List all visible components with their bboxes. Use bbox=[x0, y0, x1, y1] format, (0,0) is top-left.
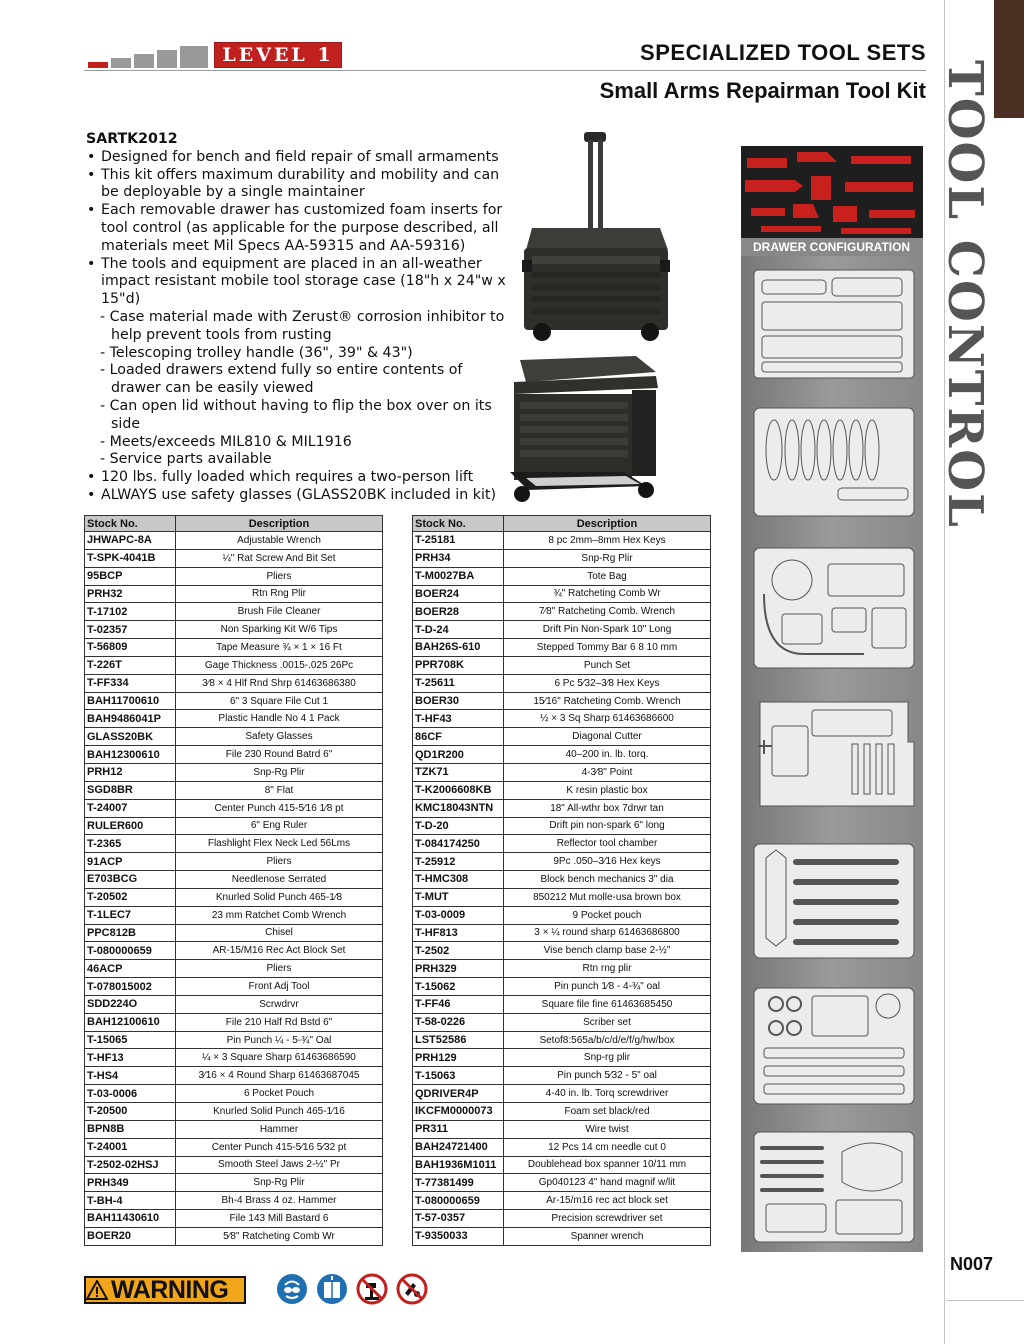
table-row bbox=[413, 1031, 711, 1049]
table-row bbox=[413, 871, 711, 889]
stock-number-cell: T-078015002 bbox=[85, 978, 176, 996]
drawer-3-layout bbox=[752, 544, 916, 672]
product-description bbox=[86, 131, 516, 505]
sub-bullet-item: - Telescoping trolley handle (36", 39" & 43") bbox=[100, 344, 413, 361]
table-row bbox=[85, 1031, 383, 1049]
description-cell: Needlenose Serrated bbox=[176, 871, 383, 889]
description-cell: 8 pc 2mm–8mm Hex Keys bbox=[504, 532, 711, 550]
no-hammering-icon bbox=[356, 1273, 388, 1305]
tool-list-table-left bbox=[84, 515, 383, 1246]
stock-number-cell: BOER28 bbox=[413, 603, 504, 621]
stock-number-cell: PPR708K bbox=[413, 656, 504, 674]
stock-number-cell: SDD224O bbox=[85, 995, 176, 1013]
table-row bbox=[413, 532, 711, 550]
table-row bbox=[413, 746, 711, 764]
stock-number-cell: T-SPK-4041B bbox=[85, 549, 176, 567]
bullet-item: • This kit offers maximum durability and mobility and can be deployable by a single maintainer bbox=[86, 167, 516, 203]
table-row bbox=[85, 942, 383, 960]
stock-number-cell: T-25181 bbox=[413, 532, 504, 550]
drawer-5-layout bbox=[752, 838, 916, 964]
bullet-item: • The tools and equipment are placed in an all-weather impact resistant mobile tool storage case (18"h x 24"w x 15"d) bbox=[86, 256, 516, 309]
table-row bbox=[413, 1210, 711, 1228]
table-row bbox=[413, 835, 711, 853]
description-cell: 4-40 in. lb. Torq screwdriver bbox=[504, 1085, 711, 1103]
stock-number-cell: BAH9486041P bbox=[85, 710, 176, 728]
description-cell: Stepped Tommy Bar 6 8 10 mm bbox=[504, 639, 711, 657]
description-cell: Scriber set bbox=[504, 1013, 711, 1031]
description-cell: ¼ × 3 Square Sharp 61463686590 bbox=[176, 1049, 383, 1067]
description-cell: 6 Pocket Pouch bbox=[176, 1085, 383, 1103]
table-row bbox=[413, 978, 711, 996]
table-row bbox=[85, 1049, 383, 1067]
table-row bbox=[85, 603, 383, 621]
stock-number-cell: T-25611 bbox=[413, 674, 504, 692]
eye-protection-icon bbox=[276, 1273, 308, 1305]
description-cell: 9Pc .050–3⁄16 Hex keys bbox=[504, 853, 711, 871]
description-cell: ½ × 3 Sq Sharp 61463686600 bbox=[504, 710, 711, 728]
table-row bbox=[413, 1013, 711, 1031]
sub-bullet-item: - Case material made with Zerust® corrosion inhibitor to help prevent tools from rusting bbox=[100, 308, 505, 343]
description-cell: Drift Pin Non-Spark 10" Long bbox=[504, 621, 711, 639]
stock-number-cell: 86CF bbox=[413, 728, 504, 746]
stock-number-cell: T-25912 bbox=[413, 853, 504, 871]
description-cell: Square file fine 61463685450 bbox=[504, 995, 711, 1013]
stock-number-cell: T-9350033 bbox=[413, 1227, 504, 1245]
description-cell: Drift pin non-spark 6" long bbox=[504, 817, 711, 835]
description-cell: 4-3⁄8" Point bbox=[504, 763, 711, 781]
table-row bbox=[85, 1138, 383, 1156]
stock-number-cell: T-02357 bbox=[85, 621, 176, 639]
description-cell: Pliers bbox=[176, 567, 383, 585]
description-cell: Rtn rng plir bbox=[504, 960, 711, 978]
table-row bbox=[85, 674, 383, 692]
table-row bbox=[413, 1192, 711, 1210]
table-row bbox=[413, 1049, 711, 1067]
level-bars-graphic bbox=[88, 44, 210, 68]
stock-number-cell: SGD8BR bbox=[85, 781, 176, 799]
description-cell: Chisel bbox=[176, 924, 383, 942]
table-row bbox=[413, 1174, 711, 1192]
stock-number-cell: E703BCG bbox=[85, 871, 176, 889]
table-row bbox=[413, 1103, 711, 1121]
table-row bbox=[413, 1085, 711, 1103]
table-row bbox=[413, 906, 711, 924]
page-number: N007 bbox=[950, 1254, 994, 1274]
table-row bbox=[85, 995, 383, 1013]
table-row bbox=[413, 960, 711, 978]
stock-number-cell: T-084174250 bbox=[413, 835, 504, 853]
description-cell: Block bench mechanics 3" dia bbox=[504, 871, 711, 889]
table-row bbox=[413, 853, 711, 871]
stock-number-cell: T-080000659 bbox=[85, 942, 176, 960]
table-row bbox=[85, 746, 383, 764]
table-row bbox=[413, 728, 711, 746]
stock-number-cell: T-20500 bbox=[85, 1103, 176, 1121]
stock-number-cell: T-HF13 bbox=[85, 1049, 176, 1067]
drawer-foam-photo bbox=[741, 146, 923, 238]
description-cell: 15⁄16" Ratcheting Comb. Wrench bbox=[504, 692, 711, 710]
table-row bbox=[85, 853, 383, 871]
stock-number-cell: T-03-0006 bbox=[85, 1085, 176, 1103]
stock-number-cell: PRH12 bbox=[85, 763, 176, 781]
stock-number-cell: T-HMC308 bbox=[413, 871, 504, 889]
table-row bbox=[413, 1067, 711, 1085]
stock-number-cell: T-BH-4 bbox=[85, 1192, 176, 1210]
table-row bbox=[85, 1156, 383, 1174]
description-cell: 6" Eng Ruler bbox=[176, 817, 383, 835]
description-cell: 40–200 in. lb. torq. bbox=[504, 746, 711, 764]
description-cell: 6 Pc 5⁄32–3⁄8 Hex Keys bbox=[504, 674, 711, 692]
description-cell: Ar-15/m16 rec act block set bbox=[504, 1192, 711, 1210]
stock-number-cell: T-17102 bbox=[85, 603, 176, 621]
table-row bbox=[85, 656, 383, 674]
description-cell: Scrwdrvr bbox=[176, 995, 383, 1013]
stock-number-cell: JHWAPC-8A bbox=[85, 532, 176, 550]
table-row bbox=[413, 549, 711, 567]
warning-triangle-icon bbox=[86, 1280, 108, 1300]
stock-number-cell: T-24007 bbox=[85, 799, 176, 817]
table-row bbox=[413, 1138, 711, 1156]
description-cell: Front Adj Tool bbox=[176, 978, 383, 996]
description-cell: Bh-4 Brass 4 oz. Hammer bbox=[176, 1192, 383, 1210]
description-cell: Rtn Rng Plir bbox=[176, 585, 383, 603]
description-cell: Smooth Steel Jaws 2-½" Pr bbox=[176, 1156, 383, 1174]
description-cell: K resin plastic box bbox=[504, 781, 711, 799]
table-row bbox=[413, 781, 711, 799]
stock-number-cell: T-K2006608KB bbox=[413, 781, 504, 799]
stock-number-cell: T-HF813 bbox=[413, 924, 504, 942]
table-row bbox=[85, 888, 383, 906]
description-cell: Snp-Rg Plir bbox=[504, 549, 711, 567]
description-cell: Snp-rg plir bbox=[504, 1049, 711, 1067]
description-cell: Center Punch 415-5⁄16 1⁄8 pt bbox=[176, 799, 383, 817]
drawer-configuration-label: DRAWER CONFIGURATION bbox=[741, 238, 923, 256]
bullet-item: • Each removable drawer has customized foam inserts for tool control (as applicable for the purpose described, all materials meet Mil Specs AA-59315 and AA-59316) bbox=[86, 202, 516, 255]
stock-number-cell: T-20502 bbox=[85, 888, 176, 906]
stock-number-cell: T-58-0226 bbox=[413, 1013, 504, 1031]
stock-number-cell: BOER24 bbox=[413, 585, 504, 603]
table-row bbox=[85, 781, 383, 799]
sub-bullet-item: - Loaded drawers extend fully so entire contents of drawer can be easily viewed bbox=[100, 362, 463, 397]
description-cell: 8" Flat bbox=[176, 781, 383, 799]
no-striking-icon bbox=[396, 1273, 428, 1305]
description-cell: Gp040123 4" hand magnif w/lit bbox=[504, 1174, 711, 1192]
description-cell: Pliers bbox=[176, 960, 383, 978]
stock-number-cell: T-FF334 bbox=[85, 674, 176, 692]
stock-number-cell: BAH1936M1011 bbox=[413, 1156, 504, 1174]
stock-number-cell: BAH12300610 bbox=[85, 746, 176, 764]
description-cell: ¾" Ratcheting Comb Wr bbox=[504, 585, 711, 603]
description-cell: Snp-Rg Plir bbox=[176, 1174, 383, 1192]
description-cell: Brush File Cleaner bbox=[176, 603, 383, 621]
table-row bbox=[85, 799, 383, 817]
table-row bbox=[413, 817, 711, 835]
table-row bbox=[413, 799, 711, 817]
description-cell: 3⁄8 × 4 Hlf Rnd Shrp 61463686380 bbox=[176, 674, 383, 692]
description-cell: Knurled Solid Punch 465-1⁄8 bbox=[176, 888, 383, 906]
stock-number-cell: PPC812B bbox=[85, 924, 176, 942]
product-code: SARTK2012 bbox=[86, 131, 178, 147]
description-cell: Hammer bbox=[176, 1120, 383, 1138]
table-row bbox=[85, 763, 383, 781]
description-cell: 6" 3 Square File Cut 1 bbox=[176, 692, 383, 710]
table-header-row bbox=[85, 516, 383, 532]
description-cell: 850212 Mut molle-usa brown box bbox=[504, 888, 711, 906]
description-column-header: Description bbox=[504, 516, 711, 532]
sub-bullet-item: - Service parts available bbox=[100, 451, 272, 468]
stock-number-cell: T-2365 bbox=[85, 835, 176, 853]
drawer-7-layout bbox=[752, 1128, 916, 1246]
stock-number-cell: PRH34 bbox=[413, 549, 504, 567]
stock-number-cell: PRH329 bbox=[413, 960, 504, 978]
stock-number-cell: T-56809 bbox=[85, 639, 176, 657]
warning-label bbox=[84, 1276, 246, 1304]
stock-number-cell: PRH32 bbox=[85, 585, 176, 603]
table-row bbox=[413, 1120, 711, 1138]
stock-number-cell: T-080000659 bbox=[413, 1192, 504, 1210]
stock-number-cell: T-MUT bbox=[413, 888, 504, 906]
description-cell: Non Sparking Kit W/6 Tips bbox=[176, 621, 383, 639]
table-row bbox=[85, 871, 383, 889]
table-row bbox=[85, 1067, 383, 1085]
table-row bbox=[85, 549, 383, 567]
drawer-1-layout bbox=[752, 262, 916, 384]
stock-number-cell: T-15062 bbox=[413, 978, 504, 996]
description-cell: File 230 Round Batrd 6" bbox=[176, 746, 383, 764]
description-cell: Pliers bbox=[176, 853, 383, 871]
table-row bbox=[413, 1156, 711, 1174]
stock-number-cell: PR311 bbox=[413, 1120, 504, 1138]
bullet-item: • Designed for bench and field repair of small armaments bbox=[86, 149, 516, 167]
description-cell: Plastic Handle No 4 1 Pack bbox=[176, 710, 383, 728]
bullet-item: • ALWAYS use safety glasses (GLASS20BK included in kit) bbox=[86, 487, 516, 505]
table-row bbox=[85, 1227, 383, 1245]
table-row bbox=[85, 978, 383, 996]
table-row bbox=[413, 639, 711, 657]
stock-number-cell: T-2502-02HSJ bbox=[85, 1156, 176, 1174]
description-cell: Precision screwdriver set bbox=[504, 1210, 711, 1228]
description-cell: 12 Pcs 14 cm needle cut 0 bbox=[504, 1138, 711, 1156]
description-cell: Vise bench clamp base 2-½" bbox=[504, 942, 711, 960]
side-tab-marker bbox=[994, 0, 1024, 118]
stock-number-cell: T-1LEC7 bbox=[85, 906, 176, 924]
stock-number-cell: T-D-24 bbox=[413, 621, 504, 639]
description-cell: 9 Pocket pouch bbox=[504, 906, 711, 924]
stock-number-cell: T-D-20 bbox=[413, 817, 504, 835]
stock-number-cell: BAH24721400 bbox=[413, 1138, 504, 1156]
description-cell: Flashlight Flex Neck Led 56Lms bbox=[176, 835, 383, 853]
description-column-header: Description bbox=[176, 516, 383, 532]
description-cell: AR-15/M16 Rec Act Block Set bbox=[176, 942, 383, 960]
description-cell: 5⁄8" Ratcheting Comb Wr bbox=[176, 1227, 383, 1245]
table-row bbox=[413, 603, 711, 621]
sub-bullet-item: - Can open lid without having to flip the box over on its side bbox=[100, 397, 492, 432]
table-row bbox=[85, 906, 383, 924]
stock-number-cell: T-77381499 bbox=[413, 1174, 504, 1192]
stock-number-cell: 91ACP bbox=[85, 853, 176, 871]
description-cell: Tape Measure ¾ × 1 × 16 Ft bbox=[176, 639, 383, 657]
tool-list-table-right bbox=[412, 515, 711, 1246]
stock-number-cell: PRH349 bbox=[85, 1174, 176, 1192]
stock-number-cell: BAH26S-610 bbox=[413, 639, 504, 657]
table-row bbox=[413, 1227, 711, 1245]
stock-number-cell: 95BCP bbox=[85, 567, 176, 585]
stock-number-cell: 46ACP bbox=[85, 960, 176, 978]
table-row bbox=[413, 567, 711, 585]
stock-number-cell: T-24001 bbox=[85, 1138, 176, 1156]
stock-number-cell: BAH11430610 bbox=[85, 1210, 176, 1228]
stock-number-cell: T-03-0009 bbox=[413, 906, 504, 924]
stock-number-cell: QD1R200 bbox=[413, 746, 504, 764]
description-cell: ¼" Rat Screw And Bit Set bbox=[176, 549, 383, 567]
description-cell: 23 mm Ratchet Comb Wrench bbox=[176, 906, 383, 924]
description-cell: Knurled Solid Punch 465-1⁄16 bbox=[176, 1103, 383, 1121]
table-row bbox=[413, 692, 711, 710]
level-badge: LEVEL 1 bbox=[214, 42, 342, 68]
description-cell: 18" All-wthr box 7drwr tan bbox=[504, 799, 711, 817]
drawer-4-layout bbox=[752, 694, 916, 818]
table-row bbox=[85, 692, 383, 710]
read-manual-icon bbox=[316, 1273, 348, 1305]
stock-number-cell: T-HS4 bbox=[85, 1067, 176, 1085]
table-row bbox=[85, 585, 383, 603]
stock-number-cell: GLASS20BK bbox=[85, 728, 176, 746]
table-row bbox=[413, 710, 711, 728]
table-row bbox=[85, 817, 383, 835]
description-cell: Gage Thickness .0015-.025 26Pc bbox=[176, 656, 383, 674]
tool-case-open-image bbox=[506, 354, 662, 504]
table-row bbox=[85, 1210, 383, 1228]
table-row bbox=[85, 1103, 383, 1121]
description-cell: Pin Punch ¼ - 5-¾" Oal bbox=[176, 1031, 383, 1049]
description-cell: Diagonal Cutter bbox=[504, 728, 711, 746]
description-cell: Pin punch 5⁄32 - 5" oal bbox=[504, 1067, 711, 1085]
table-row bbox=[85, 567, 383, 585]
page-title: Small Arms Repairman Tool Kit bbox=[599, 78, 926, 103]
description-cell: Pin punch 1⁄8 - 4-¾" oal bbox=[504, 978, 711, 996]
side-tab-text: TOOL CONTROL bbox=[937, 60, 993, 529]
table-row bbox=[413, 585, 711, 603]
description-cell: Foam set black/red bbox=[504, 1103, 711, 1121]
table-row bbox=[85, 728, 383, 746]
stock-column-header: Stock No. bbox=[85, 516, 176, 532]
description-cell: Setof8:565a/b/c/d/e/f/g/hw/box bbox=[504, 1031, 711, 1049]
stock-number-cell: BPN8B bbox=[85, 1120, 176, 1138]
table-row bbox=[413, 995, 711, 1013]
description-cell: Punch Set bbox=[504, 656, 711, 674]
table-row bbox=[85, 1174, 383, 1192]
stock-number-cell: BAH12100610 bbox=[85, 1013, 176, 1031]
description-cell: 7⁄8" Ratcheting Comb. Wrench bbox=[504, 603, 711, 621]
stock-number-cell: T-15065 bbox=[85, 1031, 176, 1049]
table-row bbox=[85, 639, 383, 657]
stock-number-cell: BOER20 bbox=[85, 1227, 176, 1245]
drawer-2-layout bbox=[752, 402, 916, 522]
table-row bbox=[413, 888, 711, 906]
page-number-rule bbox=[946, 1300, 1024, 1301]
stock-column-header: Stock No. bbox=[413, 516, 504, 532]
description-cell: Wire twist bbox=[504, 1120, 711, 1138]
sub-bullet-item: - Meets/exceeds MIL810 & MIL1916 bbox=[100, 433, 352, 450]
table-row bbox=[85, 960, 383, 978]
stock-number-cell: KMC18043NTN bbox=[413, 799, 504, 817]
description-cell: Spanner wrench bbox=[504, 1227, 711, 1245]
table-row bbox=[413, 674, 711, 692]
description-cell: Reflector tool chamber bbox=[504, 835, 711, 853]
stock-number-cell: LST52586 bbox=[413, 1031, 504, 1049]
stock-number-cell: T-15063 bbox=[413, 1067, 504, 1085]
stock-number-cell: IKCFM0000073 bbox=[413, 1103, 504, 1121]
stock-number-cell: PRH129 bbox=[413, 1049, 504, 1067]
section-title: SPECIALIZED TOOL SETS bbox=[640, 40, 926, 65]
stock-number-cell: T-HF43 bbox=[413, 710, 504, 728]
table-row bbox=[85, 1085, 383, 1103]
table-row bbox=[413, 924, 711, 942]
stock-number-cell: T-FF46 bbox=[413, 995, 504, 1013]
header-divider bbox=[84, 70, 926, 71]
table-row bbox=[413, 621, 711, 639]
table-row bbox=[85, 1013, 383, 1031]
description-cell: File 210 Half Rd Bstd 6" bbox=[176, 1013, 383, 1031]
warning-text: WARNING bbox=[111, 1275, 229, 1304]
description-cell: Snp-Rg Plir bbox=[176, 763, 383, 781]
description-cell: Tote Bag bbox=[504, 567, 711, 585]
description-cell: Adjustable Wrench bbox=[176, 532, 383, 550]
stock-number-cell: BAH11700610 bbox=[85, 692, 176, 710]
table-row bbox=[85, 621, 383, 639]
description-cell: 3 × ¼ round sharp 61463686800 bbox=[504, 924, 711, 942]
table-row bbox=[85, 835, 383, 853]
description-cell: Safety Glasses bbox=[176, 728, 383, 746]
description-cell: Center Punch 415-5⁄16 5⁄32 pt bbox=[176, 1138, 383, 1156]
description-cell: 3⁄16 × 4 Round Sharp 61463687045 bbox=[176, 1067, 383, 1085]
side-tab bbox=[935, 60, 995, 600]
stock-number-cell: T-226T bbox=[85, 656, 176, 674]
table-row bbox=[85, 1120, 383, 1138]
stock-number-cell: T-2502 bbox=[413, 942, 504, 960]
bullet-item: • 120 lbs. fully loaded which requires a two-person lift bbox=[86, 469, 516, 487]
stock-number-cell: QDRIVER4P bbox=[413, 1085, 504, 1103]
drawer-6-layout bbox=[752, 982, 916, 1110]
table-row bbox=[85, 710, 383, 728]
stock-number-cell: BOER30 bbox=[413, 692, 504, 710]
table-header-row bbox=[413, 516, 711, 532]
table-row bbox=[413, 656, 711, 674]
table-row bbox=[413, 763, 711, 781]
description-cell: File 143 Mill Bastard 6 bbox=[176, 1210, 383, 1228]
stock-number-cell: T-M0027BA bbox=[413, 567, 504, 585]
tool-case-closed-image bbox=[522, 132, 670, 342]
table-row bbox=[85, 532, 383, 550]
table-row bbox=[85, 924, 383, 942]
stock-number-cell: RULER600 bbox=[85, 817, 176, 835]
table-row bbox=[85, 1192, 383, 1210]
stock-number-cell: TZK71 bbox=[413, 763, 504, 781]
stock-number-cell: T-57-0357 bbox=[413, 1210, 504, 1228]
table-row bbox=[413, 942, 711, 960]
description-cell: Doublehead box spanner 10/11 mm bbox=[504, 1156, 711, 1174]
